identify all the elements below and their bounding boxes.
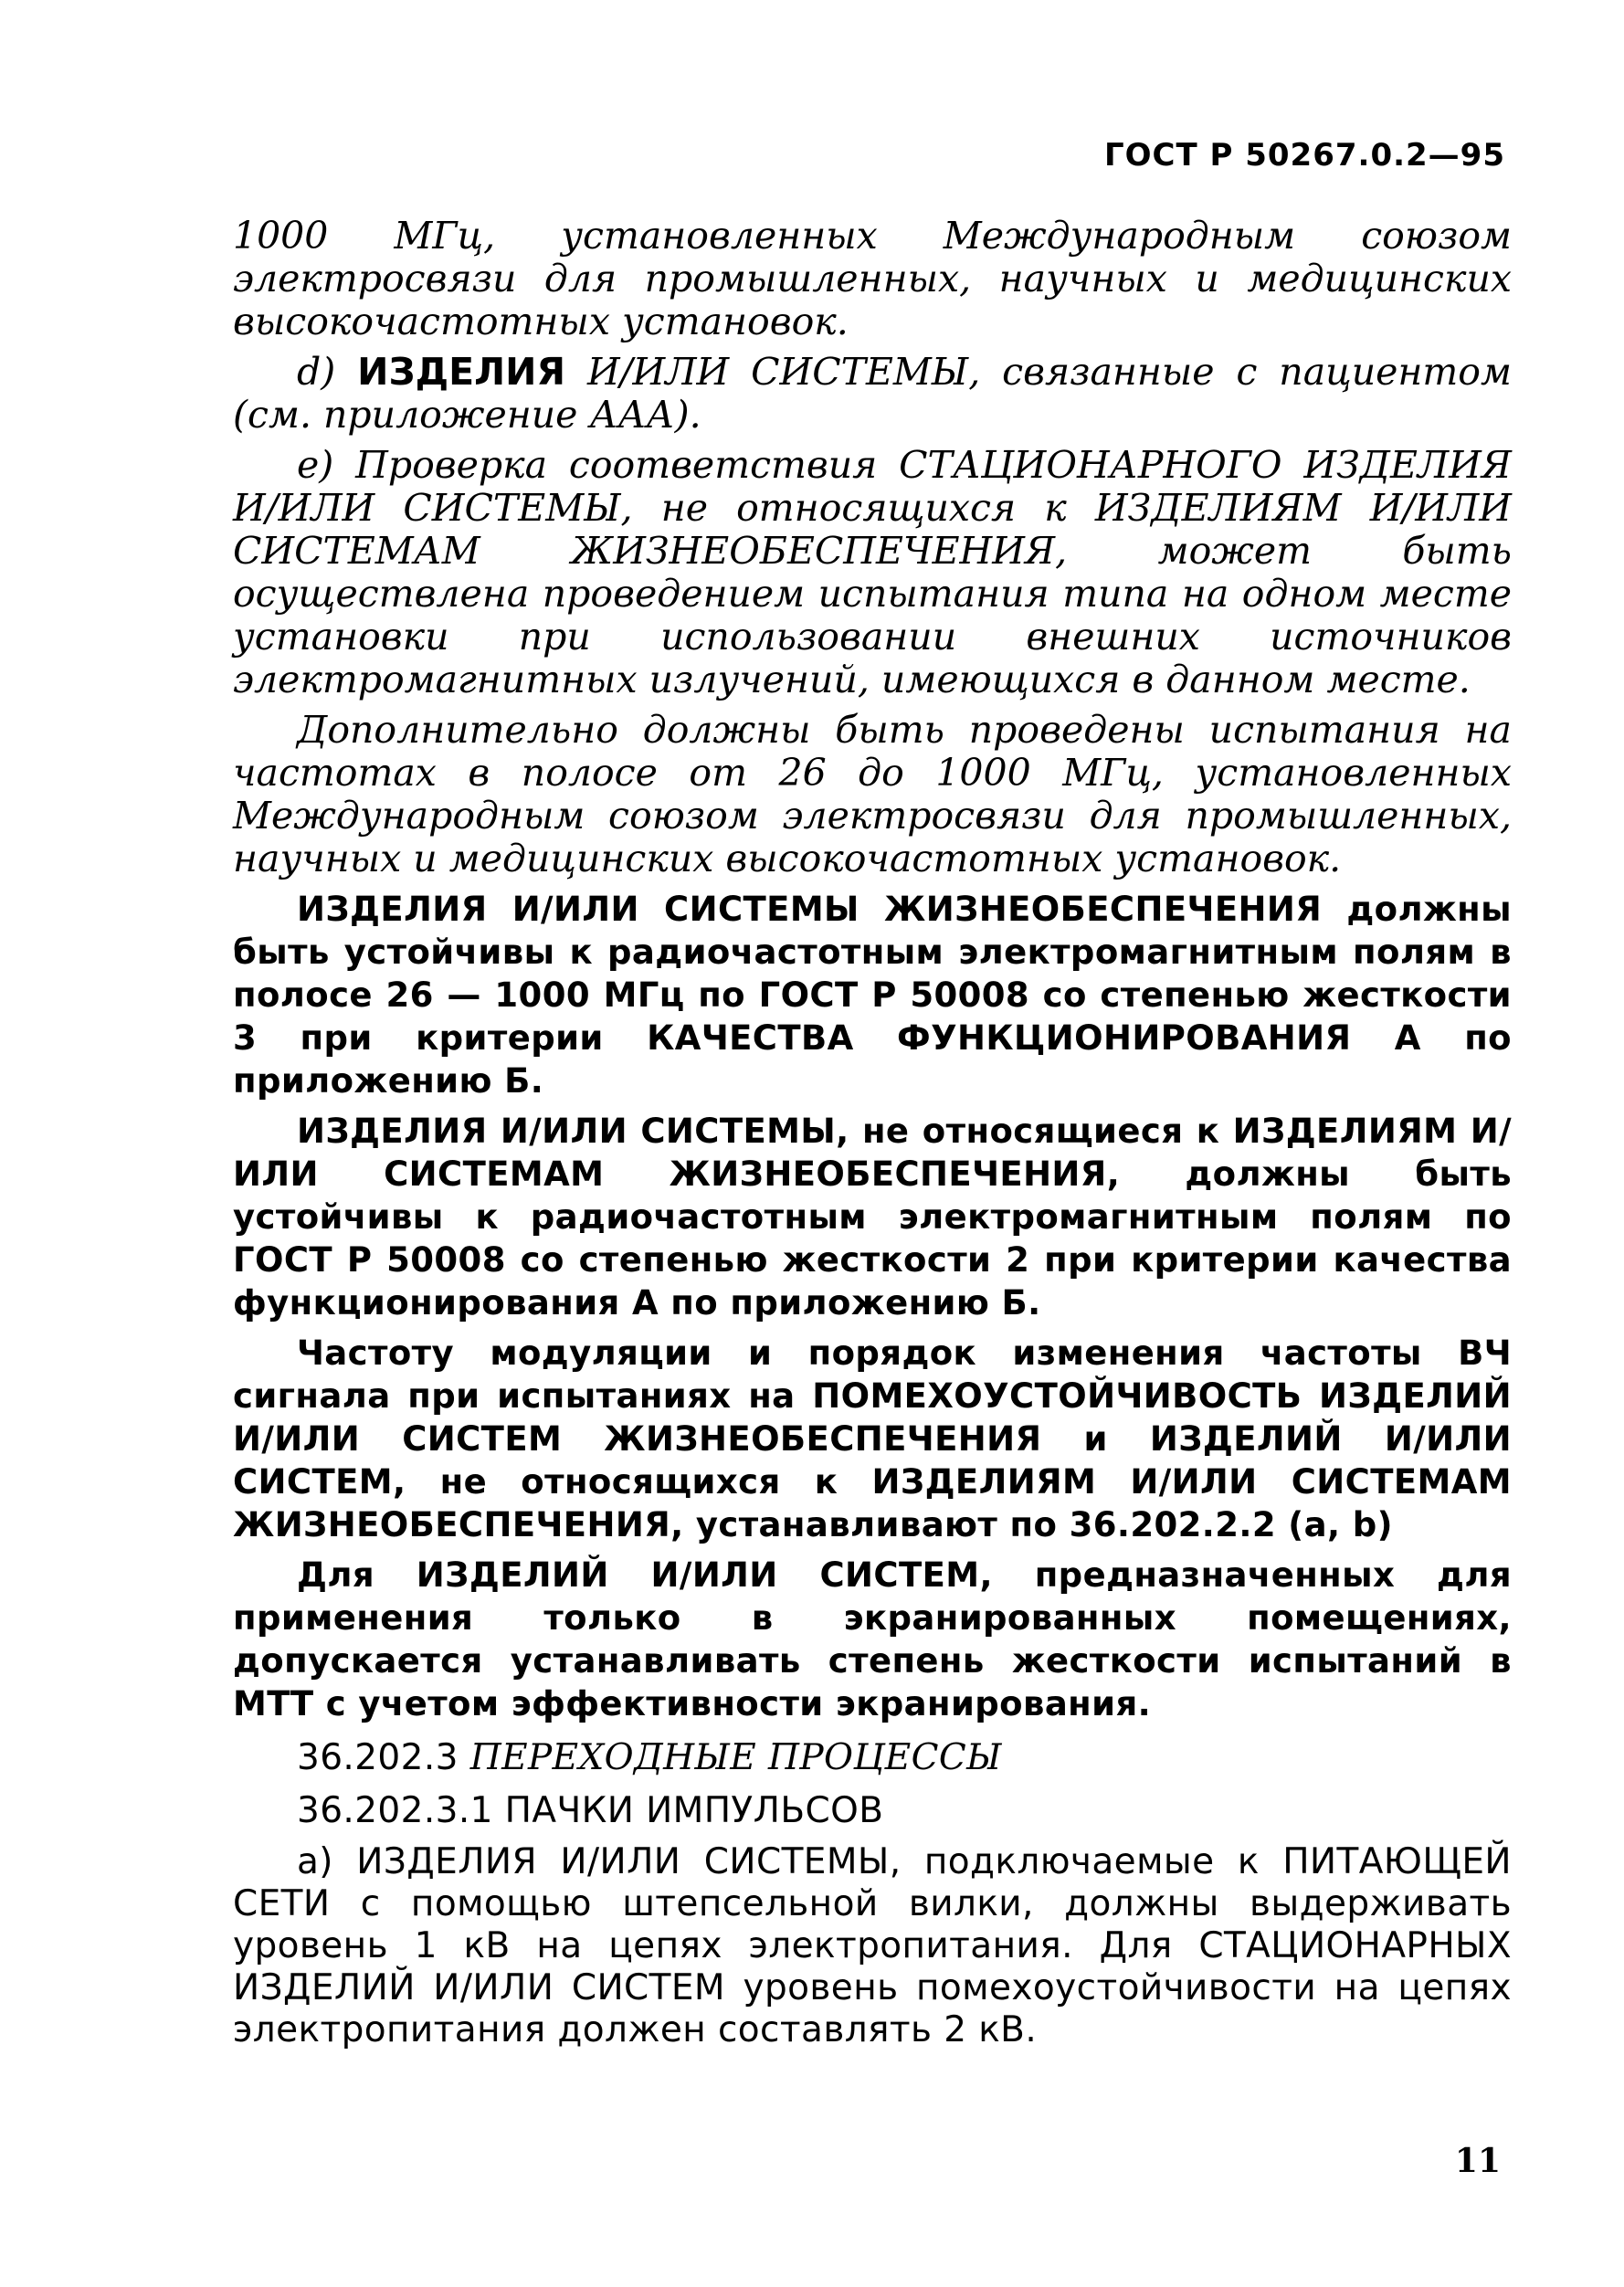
section-heading-36-202-3	[233, 1736, 1512, 1779]
paragraph-burst-item-a: а) ИЗДЕЛИЯ И/ИЛИ СИСТЕМЫ, подключаемые к ПИТАЮЩЕЙ СЕТИ с помощью штепсельной вилки, должны выдерживать уровень 1 кВ на цепях электропитания. Для СТАЦИОНАРНЫХ ИЗДЕЛИЙ И/ИЛИ СИСТЕМ уровень помехоустойчивости на цепях электропитания должен составлять 2 кВ.	[233, 1841, 1512, 2050]
paragraph-non-life-support-requirement: ИЗДЕЛИЯ И/ИЛИ СИСТЕМЫ, не относящиеся к ИЗДЕЛИЯМ И/ИЛИ СИСТЕМАМ ЖИЗНЕОБЕСПЕЧЕНИЯ, должны быть устойчивы к радиочастотным электромагнитным полям по ГОСТ Р 50008 со степенью жесткости 2 при критерии качества функционирования А по приложению Б.	[233, 1112, 1512, 1323]
standard-header: ГОСТ Р 50267.0.2—95	[1103, 137, 1505, 174]
section-heading-36-202-3-1: 36.202.3.1 ПАЧКИ ИМПУЛЬСОВ	[297, 1790, 884, 1831]
paragraph-shielded-rooms: Для ИЗДЕЛИЙ И/ИЛИ СИСТЕМ, предназначенных для применения только в экранированных помещениях, допускается устанавливать степень жесткости испытаний в МТТ с учетом эффективности экранирования.	[233, 1555, 1512, 1723]
page-body	[233, 215, 1512, 2059]
item-d-text: И/ИЛИ СИСТЕМЫ, связанные с пациентом (см. приложение ААА).	[233, 350, 1512, 437]
paragraph-frequency-continuation: 1000 МГц, установленных Международным союзом электросвязи для промышленных, научных и медицинских высокочастотных установок.	[233, 214, 1512, 343]
section-number: 36.202.3	[297, 1737, 459, 1778]
item-d-caps: ИЗДЕЛИЯ	[357, 350, 566, 394]
section-title: ПЕРЕХОДНЫЕ ПРОЦЕССЫ	[469, 1737, 1002, 1778]
item-d-label: d)	[297, 350, 336, 394]
paragraph-additional-tests: Дополнительно должны быть проведены испытания на частотах в полосе от 26 до 1000 МГц, установленных Международным союзом электросвязи для промышленных, научных и медицинских высокочастотных установок.	[233, 708, 1512, 880]
paragraph-modulation: Частоту модуляции и порядок изменения частоты ВЧ сигнала при испытаниях на ПОМЕХОУСТОЙЧИВОСТЬ ИЗДЕЛИЙ И/ИЛИ СИСТЕМ ЖИЗНЕОБЕСПЕЧЕНИЯ и ИЗДЕЛИЙ И/ИЛИ СИСТЕМ, не относящихся к ИЗДЕЛИЯМ И/ИЛИ СИСТЕМАМ ЖИЗНЕОБЕСПЕЧЕНИЯ, устанавливают по 36.202.2.2 (a, b)	[233, 1333, 1512, 1544]
paragraph-item-d	[233, 351, 1512, 437]
paragraph-life-support-requirement: ИЗДЕЛИЯ И/ИЛИ СИСТЕМЫ ЖИЗНЕОБЕСПЕЧЕНИЯ должны быть устойчивы к радиочастотным электромагнитным полям в полосе 26 — 1000 МГц по ГОСТ Р 50008 со степенью жесткости 3 при критерии КАЧЕСТВА ФУНКЦИОНИРОВАНИЯ А по приложению Б.	[233, 890, 1512, 1101]
page-number: 11	[1454, 2142, 1501, 2180]
paragraph-item-e: е) Проверка соответствия СТАЦИОНАРНОГО ИЗДЕЛИЯ И/ИЛИ СИСТЕМЫ, не относящихся к ИЗДЕЛИЯМ И/ИЛИ СИСТЕМАМ ЖИЗНЕОБЕСПЕЧЕНИЯ, может быть осуществлена проведением испытания типа на одном месте установки при использовании внешних источников электромагнитных излучений, имеющихся в данном месте.	[233, 443, 1512, 701]
